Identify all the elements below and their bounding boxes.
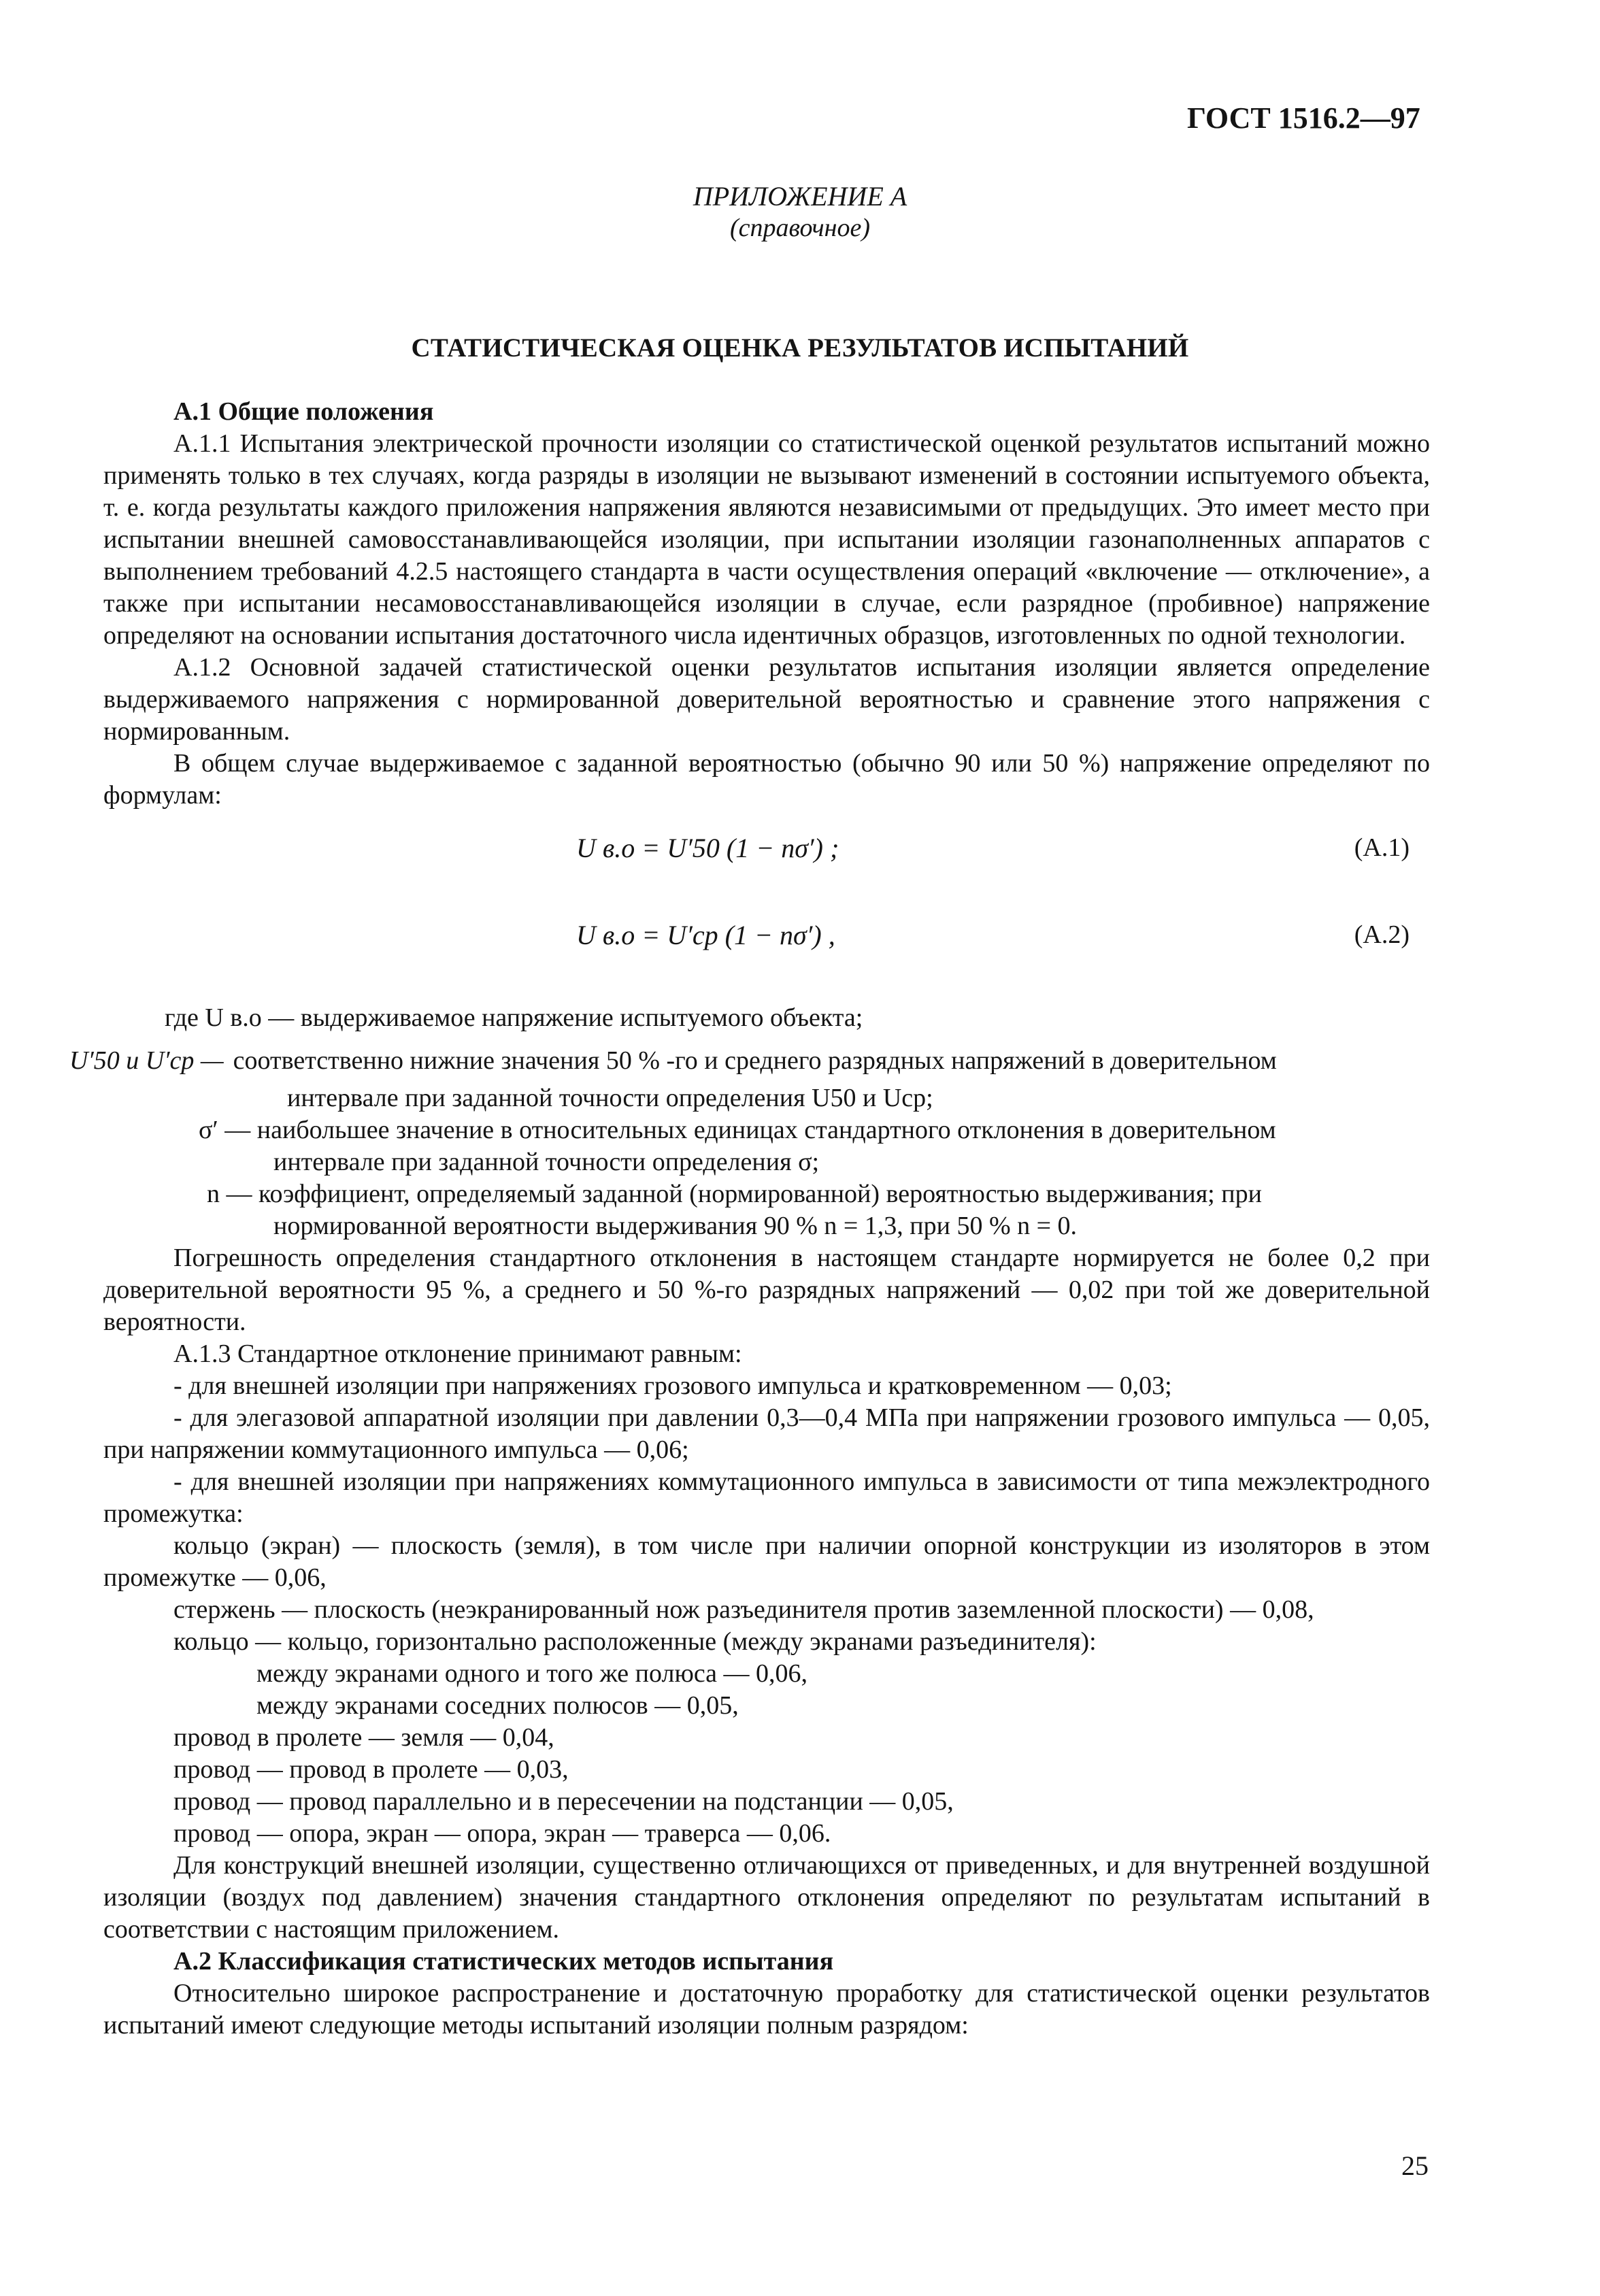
appendix-subtitle: (справочное) <box>729 214 871 242</box>
list-item: стержень — плоскость (неэкранированный нож разъединителя против заземленной плоскости) — 0,08, <box>173 1595 1314 1624</box>
paragraph-a1-2: А.1.2 Основной задачей статистической оценки результатов испытания изоляции является определение выдерживаемого напряжения с нормированной доверительной вероятностью и сравнение этого напряжения с нормированным. <box>103 653 1430 746</box>
document-code: ГОСТ 1516.2—97 <box>1187 101 1420 135</box>
definition-sigma: σ′ — наибольшее значение в относительных единицах стандартного отклонения в доверительном <box>199 1116 1276 1144</box>
definition-u50-ucp <box>69 1045 1430 1077</box>
list-item: кольцо — кольцо, горизонтально расположенные (между экранами разъединителя): <box>173 1627 1097 1656</box>
paragraph-a1-1: А.1.1 Испытания электрической прочности изоляции со статистической оценкой результатов испытаний можно применять только в тех случаях, когда разряды в изоляции не вызывают изменений в состоянии испытуемого объекта, т. е. когда результаты каждого приложения напряжения являются независимыми от предыдущих. Это имеет место при испытании внешней самовосстанавливающейся изоляции, при испытании изоляции газонаполненных аппаратов с выполнением требований 4.2.5 настоящего стандарта в части осуществления операций «включение — отключение», а также при испытании несамовосстанавливающейся изоляции в случае, если разрядное (пробивное) напряжение определяют на основании испытания достаточного числа идентичных образцов, изготовленных по одной технологии. <box>103 429 1430 650</box>
formula-a2 <box>103 899 1430 986</box>
paragraph-other: Для конструкций внешней изоляции, существенно отличающихся от приведенных, и для внутренней воздушной изоляции (воздух под давлением) значения стандартного отклонения определяют по результатам испытаний в соответствии с настоящим приложением. <box>103 1851 1430 1944</box>
document-body <box>69 396 1430 2042</box>
list-item: - для элегазовой аппаратной изоляции при давлении 0,3—0,4 МПа при напряжении грозового импульса — 0,05, при напряжении коммутационного импульса — 0,06; <box>103 1403 1430 1464</box>
definition-u50-ucp-text: соответственно нижние значения 50 % -го и среднего разрядных напряжений в доверительном <box>233 1046 1277 1075</box>
list-item: между экранами одного и того же полюса — 0,06, <box>256 1659 808 1688</box>
section-heading-a1: А.1 Общие положения <box>173 397 434 426</box>
definition-u50-ucp-cont: интервале при заданной точности определения U50 и Uср; <box>287 1084 933 1112</box>
list-item: - для внешней изоляции при напряжениях коммутационного импульса в зависимости от типа межэлектродного промежутка: <box>103 1467 1430 1528</box>
definition-n-cont: нормированной вероятности выдерживания 90 % n = 1,3, при 50 % n = 0. <box>273 1212 1078 1240</box>
paragraph-a1-3: А.1.3 Стандартное отклонение принимают равным: <box>173 1340 742 1368</box>
definition-n: n — коэффициент, определяемый заданной (нормированной) вероятностью выдерживания; при <box>207 1180 1262 1208</box>
paragraph-a2: Относительно широкое распространение и достаточную проработку для статистической оценки результатов испытаний имеют следующие методы испытаний изоляции полным разрядом: <box>103 1979 1430 2040</box>
formula-a2-number: (А.2) <box>1354 920 1410 949</box>
list-item: провод — провод параллельно и в пересечении на подстанции — 0,05, <box>173 1787 954 1816</box>
appendix-title: ПРИЛОЖЕНИЕ А <box>693 181 907 212</box>
page-number: 25 <box>1401 2150 1429 2181</box>
section-heading-a2: А.2 Классификация статистических методов испытания <box>173 1947 834 1976</box>
definition-u50-ucp-term: U′50 и U′ср — <box>69 1046 224 1075</box>
formula-a1 <box>103 812 1430 899</box>
list-item: провод — провод в пролете — 0,03, <box>173 1755 569 1784</box>
list-item: кольцо (экран) — плоскость (земля), в том числе при наличии опорной конструкции из изоляторов в этом промежутке — 0,06, <box>103 1531 1430 1592</box>
paragraph-a1-2b: В общем случае выдерживаемое с заданной вероятностью (обычно 90 или 50 %) напряжение определяют по формулам: <box>103 749 1430 810</box>
definition-sigma-cont: интервале при заданной точности определения σ; <box>273 1148 820 1176</box>
list-item: между экранами соседних полюсов — 0,05, <box>256 1691 739 1720</box>
list-item: провод в пролете — земля — 0,04, <box>173 1723 554 1752</box>
formula-a2-expression: U в.о = U′ср (1 − nσ′) , <box>576 920 835 950</box>
paragraph-error: Погрешность определения стандартного отклонения в настоящем стандарте нормируется не более 0,2 при доверительной вероятности 95 %, а среднего и 50 %-го разрядных напряжений — 0,02 при той же доверительной вероятности. <box>103 1244 1430 1336</box>
formula-a1-number: (А.1) <box>1354 833 1410 862</box>
formula-a1-expression: U в.о = U′50 (1 − nσ′) ; <box>576 833 839 863</box>
list-item: - для внешней изоляции при напряжениях грозового импульса и кратковременном — 0,03; <box>173 1371 1172 1400</box>
definition-u-vo: где U в.о — выдерживаемое напряжение испытуемого объекта; <box>165 1003 863 1032</box>
main-title: СТАТИСТИЧЕСКАЯ ОЦЕНКА РЕЗУЛЬТАТОВ ИСПЫТАНИЙ <box>411 333 1189 363</box>
list-item: провод — опора, экран — опора, экран — траверса — 0,06. <box>173 1819 831 1848</box>
